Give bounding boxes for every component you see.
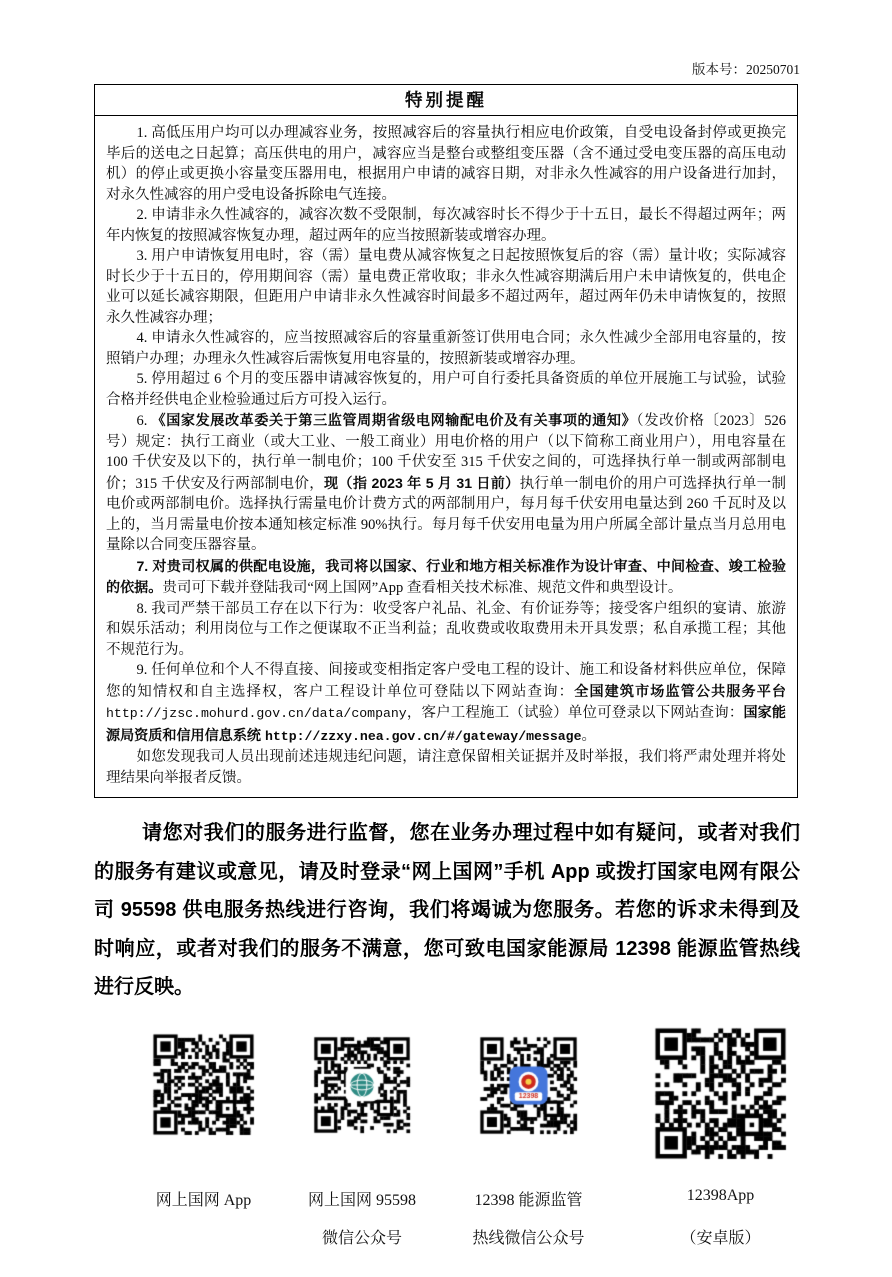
notice-text-segment: 如您发现我司人员出现前述违规违纪问题，请注意保留相关证据并及时举报，我们将严肃处理并将处理结果向举报者反馈。: [106, 749, 786, 786]
notice-text-segment: 8. 我司严禁干部员工存在以下行为：收受客户礼品、礼金、有价证券等；接受客户组织的宴请、旅游和娱乐活动；利用岗位与工作之便谋取不正当利益；乱收费或收取费用未开具发票；私自承揽工程；其他不规范行为。: [106, 600, 786, 658]
notice-text-segment: http://jzsc.mohurd.gov.cn/data/company: [106, 706, 407, 721]
notice-text-segment: 现（指 2023 年 5 月 31 日前）: [324, 474, 520, 491]
notice-text-segment: 全国建筑市场监管公共服务平台: [574, 682, 787, 699]
notice-text-segment: （发改价格〔2023〕526 号）规定：执行工商业（或大工业、一般工商业）用电价格的用户（以下简称工商业用户），用电容量在 100 千伏安及以下的，执行单一制电价；100 千伏安至 315 千伏安之间的，可选择执行单一制或两部制电价；315 千伏安及行两部制电价，: [106, 413, 787, 492]
qr-label-line2: （安卓版）: [680, 1229, 761, 1247]
notice-text-segment: 贵司可下载并登陆我司“网上国网”App 查看相关技术标准、规范文件和典型设计。: [162, 580, 683, 596]
notice-text-segment: 国家能源局资质和信用信息系统: [106, 704, 787, 743]
notice-text-segment: 6.: [136, 413, 152, 429]
notice-item: [106, 410, 786, 556]
qr-label-line1: 12398 能源监管: [474, 1191, 583, 1209]
version-number: 版本号：20250701: [692, 62, 800, 77]
qr-code-image: [150, 1031, 257, 1138]
qr-label-line1: 网上国网 95598: [307, 1191, 416, 1209]
notice-text-segment: 执行单一制电价的用户可选择执行单一制电价或两部制电价。选择执行需量电价计费方式的两部制用户，每月每千伏安用电量达到 260 千瓦时及以上的，当月需量电价按本通知核定标准 90%执行。每月每千伏安用电量为用户所属全部计量点当月总用电量除以合同变压器容量。: [106, 475, 787, 553]
notice-item: [106, 205, 786, 246]
notice-text-segment: 。: [581, 727, 597, 744]
qr-label-line2: 热线微信公众号: [472, 1229, 585, 1247]
qr-code-image-with-globe-teal-icon: [311, 1034, 413, 1136]
qr-code-3: [477, 1034, 580, 1137]
qr-code-image: [651, 1024, 790, 1163]
notice-text-segment: 4. 申请永久性减容的，应当按照减容后的容量重新签订供用电合同；永久性减少全部用电容量的，按照销户办理；办理永久性减容后需恢复用电容量的，按照新装或增容办理。: [106, 330, 786, 367]
notice-text-segment: ，客户工程施工（试验）单位可登录以下网站查询：: [406, 705, 744, 721]
notice-text-segment: 3. 用户申请恢复用电时，容（需）量电费从减容恢复之日起按照恢复后的容（需）量计收；实际减容时长少于十五日的，停用期间容（需）量电费正常收取；非永久性减容期满后用户未申请恢复的，供电企业可以延长减容期限，但距用户申请非永久性减容时间最多不超过两年，超过两年仍未申请恢复的，按照永久性减容办理；: [106, 248, 786, 326]
notice-item: [106, 747, 786, 788]
notice-text-segment: 9. 任何单位和个人不得直接、间接或变相指定客户受电工程的设计、施工和设备材料供应单位，保障您的知情权和自主选择权，客户工程设计单位可登陆以下网站查询：: [106, 662, 786, 700]
qr-label-line1: 12398App: [686, 1186, 755, 1204]
qr-code-image-with-national-emblem-12398-icon: [477, 1034, 580, 1137]
qr-label-line1: 网上国网 App: [155, 1191, 252, 1209]
notice-text-segment: 1. 高低压用户均可以办理减容业务，按照减容后的容量执行相应电价政策，自受电设备封停或更换完毕后的送电之日起算；高压供电的用户，减容应当是整台或整组变压器（含不通过受电变压器的高压电动机）的停止或更换小容量变压器用电，根据用户申请的减容日期，对非永久性减容的用户设备进行加封，对永久性减容的用户受电设备拆除电气连接。: [106, 125, 786, 203]
notice-item: [106, 660, 786, 747]
notice-item: [106, 246, 786, 328]
notice-item-list: [95, 116, 797, 797]
notice-title: 特别提醒: [95, 85, 797, 116]
notice-item: [106, 369, 786, 410]
notice-text-segment: http://zzxy.nea.gov.cn/#/gateway/message: [264, 728, 582, 744]
notice-item: [106, 123, 786, 205]
supervision-paragraph: 请您对我们的服务进行监督，您在业务办理过程中如有疑问，或者对我们的服务有建议或意见，请及时登录“网上国网”手机 App 或拨打国家电网有限公司 95598 供电服务热线进行咨询，我们将竭诚为您服务。若您的诉求未得到及时响应，或者对我们的服务不满意，您可致电国家能源局 12398 能源监管热线进行反映。: [94, 822, 800, 998]
notice-text-segment: 5. 停用超过 6 个月的变压器申请减容恢复的，用户可自行委托具备资质的单位开展施工与试验，试验合格并经供电企业检验通过后方可投入运行。: [106, 371, 786, 408]
notice-item: [106, 599, 786, 661]
qr-code-4: [651, 1024, 790, 1163]
notice-text-segment: 2. 申请非永久性减容的，减容次数不受限制，每次减容时长不得少于十五日，最长不得超过两年；两年内恢复的按照减容恢复办理，超过两年的应当按照新装或增容办理。: [106, 207, 786, 244]
notice-text-segment: 《国家发展改革委关于第三监管周期省级电网输配电价及有关事项的通知》: [151, 412, 637, 428]
notice-item: [106, 556, 786, 599]
special-reminder-box: [94, 84, 798, 798]
qr-code-1: [150, 1031, 257, 1138]
qr-section: [0, 1023, 892, 1277]
qr-code-2: [311, 1034, 413, 1136]
notice-text-segment: 7. 对贵司权属的供配电设施，我司将以国家、行业和地方相关标准作为设计审查、中间检查、竣工检验的依据。: [106, 557, 786, 595]
notice-item: [106, 328, 786, 369]
qr-label-line2: 微信公众号: [321, 1229, 402, 1247]
